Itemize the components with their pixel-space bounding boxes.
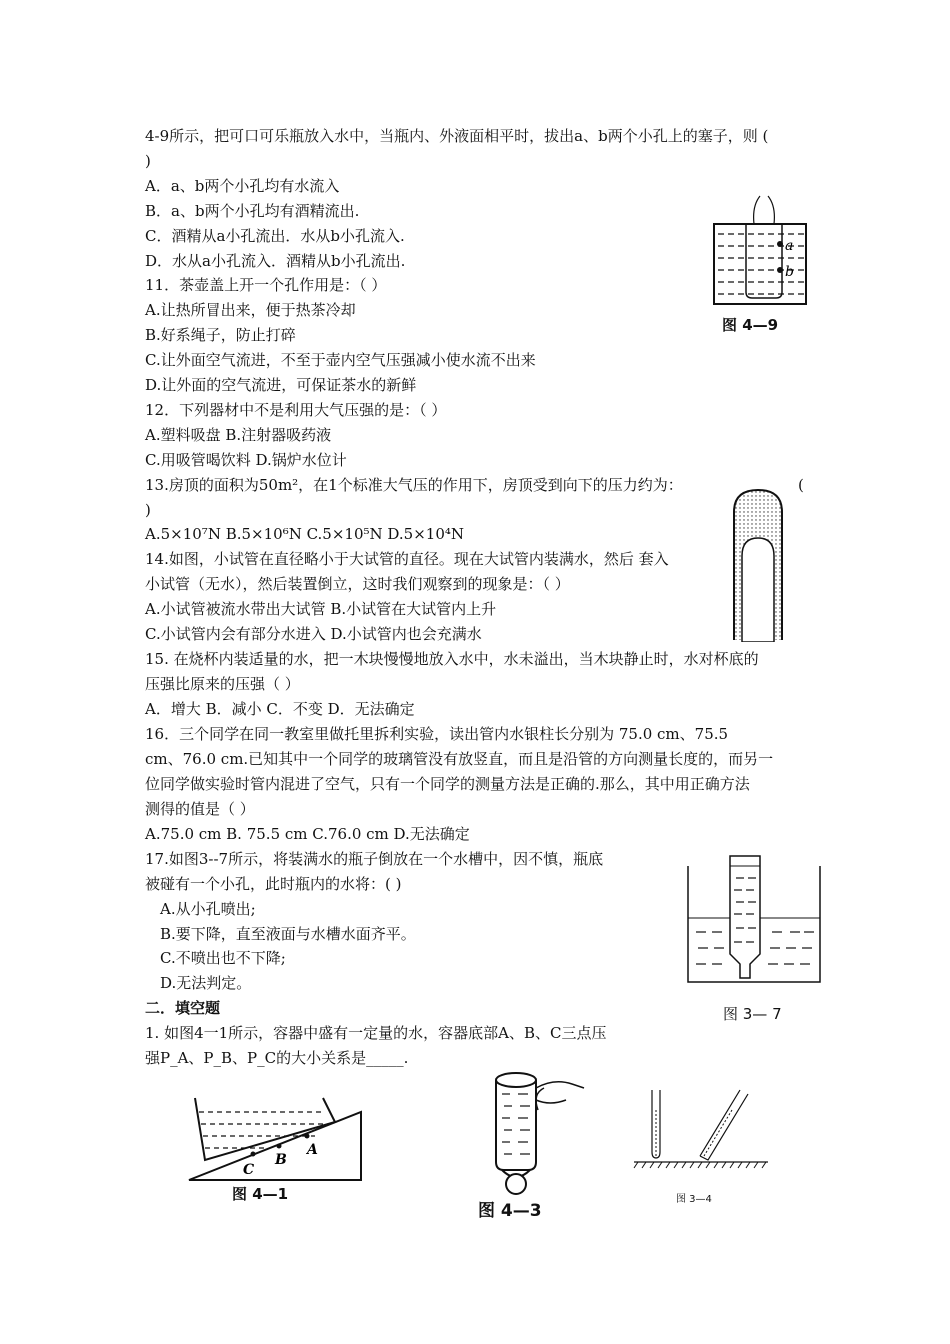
q15-stem-line2: 压强比原来的压强（ ） <box>145 675 300 693</box>
figure-4-9 <box>708 192 813 332</box>
q10-stem-line1: 4-9所示，把可口可乐瓶放入水中，当瓶内、外液面相平时，拔出a、b两个小孔上的塞子，则 ( <box>145 127 769 145</box>
q17-option-d: D.无法判定。 <box>160 974 252 992</box>
label-b: b <box>785 264 794 280</box>
q14-options-cd: C.小试管内会有部分水进入 D.小试管内也会充满水 <box>145 625 482 643</box>
figure-test-tubes <box>730 486 790 642</box>
q17-stem-line2: 被碰有一个小孔，此时瓶内的水将：( ) <box>145 875 402 893</box>
fill-q1-line2: 强P_A、P_B、P_C的大小关系是_____. <box>145 1049 409 1067</box>
caption-fig-3-7: 图 3— 7 <box>723 1005 782 1023</box>
q10-option-b: B．a、b两个小孔均有酒精流出. <box>145 202 360 220</box>
figure-3-7 <box>684 846 824 986</box>
q10-stem-line2: ) <box>145 152 151 170</box>
q13-paren-open: ( <box>798 476 804 494</box>
q17-option-b: B.要下降，直至液面与水槽水面齐平。 <box>160 925 416 943</box>
caption-fig-4-1: 图 4—1 <box>232 1185 289 1203</box>
q11-option-c: C.让外面空气流进，不至于壶内空气压强减小使水流不出来 <box>145 351 536 369</box>
q16-options: A.75.0 cm B. 75.5 cm C.76.0 cm D.无法确定 <box>145 825 470 843</box>
q11-option-a: A.让热所冒出来，便于热茶冷却 <box>145 301 356 319</box>
q16-stem-line1: 16．三个同学在同一教室里做托里拆利实验，读出管内水银柱长分别为 75.0 cm、75.5 <box>145 725 729 743</box>
label-B: B <box>275 1152 287 1168</box>
q17-option-c: C.不喷出也不下降; <box>160 949 286 967</box>
q10-option-d: D．水从a小孔流入．酒精从b小孔流出. <box>145 252 406 270</box>
caption-fig-4-9: 图 4—9 <box>722 316 779 334</box>
q13-paren-close: ) <box>145 501 151 519</box>
q11-option-b: B.好系绳子，防止打碎 <box>145 326 296 344</box>
q10-option-a: A．a、b两个小孔均有水流入 <box>145 177 340 195</box>
caption-fig-3-4: 图 3—4 <box>676 1194 712 1205</box>
q16-stem-line4: 测得的值是（ ） <box>145 800 255 818</box>
fill-q1-line1: 1. 如图4一1所示，容器中盛有一定量的水，容器底部A、B、C三点压 <box>145 1024 607 1042</box>
q15-stem-line1: 15. 在烧杯内装适量的水，把一木块慢慢地放入水中，水未溢出，当木块静止时，水对杯底的 <box>145 650 759 668</box>
label-C: C <box>243 1162 255 1178</box>
q16-stem-line2: cm、76.0 cm.已知其中一个同学的玻璃管没有放竖直，而且是沿管的方向测量长度的，而另一 <box>145 750 774 768</box>
figure-4-3 <box>492 1070 587 1196</box>
label-A: A <box>307 1142 318 1158</box>
q11-stem: 11．茶壶盖上开一个孔作用是：（ ） <box>145 276 387 294</box>
q15-options: A．增大 B．减小 C．不变 D．无法确定 <box>145 700 415 718</box>
figure-4-1 <box>185 1096 365 1184</box>
q11-option-d: D.让外面的空气流进，可保证茶水的新鲜 <box>145 376 417 394</box>
q17-option-a: A.从小孔喷出; <box>160 900 256 918</box>
q12-options-ab: A.塑料吸盘 B.注射器吸药液 <box>145 426 332 444</box>
q14-stem-line1: 14.如图，小试管在直径略小于大试管的直径。现在大试管内装满水，然后 套入 <box>145 550 669 568</box>
figure-3-4 <box>632 1086 772 1176</box>
caption-fig-4-3: 图 4—3 <box>478 1201 542 1221</box>
q14-options-ab: A.小试管被流水带出大试管 B.小试管在大试管内上升 <box>145 600 497 618</box>
q17-stem-line1: 17.如图3--7所示，将装满水的瓶子倒放在一个水槽中，因不慎，瓶底 <box>145 850 604 868</box>
q16-stem-line3: 位同学做实验时管内混进了空气，只有一个同学的测量方法是正确的.那么，其中用正确方法 <box>145 775 750 793</box>
section-fill-blank-heading: 二．填空题 <box>145 999 221 1017</box>
q12-stem: 12．下列器材中不是利用大气压强的是：（ ） <box>145 401 447 419</box>
label-a: a <box>785 238 794 254</box>
q12-options-cd: C.用吸管喝饮料 D.锅炉水位计 <box>145 451 347 469</box>
q13-stem: 13.房顶的面积为50m²，在1个标准大气压的作用下，房顶受到向下的压力约为： <box>145 476 683 494</box>
q13-options: A.5×10⁷N B.5×10⁶N C.5×10⁵N D.5×10⁴N <box>145 525 465 543</box>
q10-option-c: C．酒精从a小孔流出．水从b小孔流入. <box>145 227 405 245</box>
q14-stem-line2: 小试管（无水），然后装置倒立，这时我们观察到的现象是：（ ） <box>145 575 570 593</box>
